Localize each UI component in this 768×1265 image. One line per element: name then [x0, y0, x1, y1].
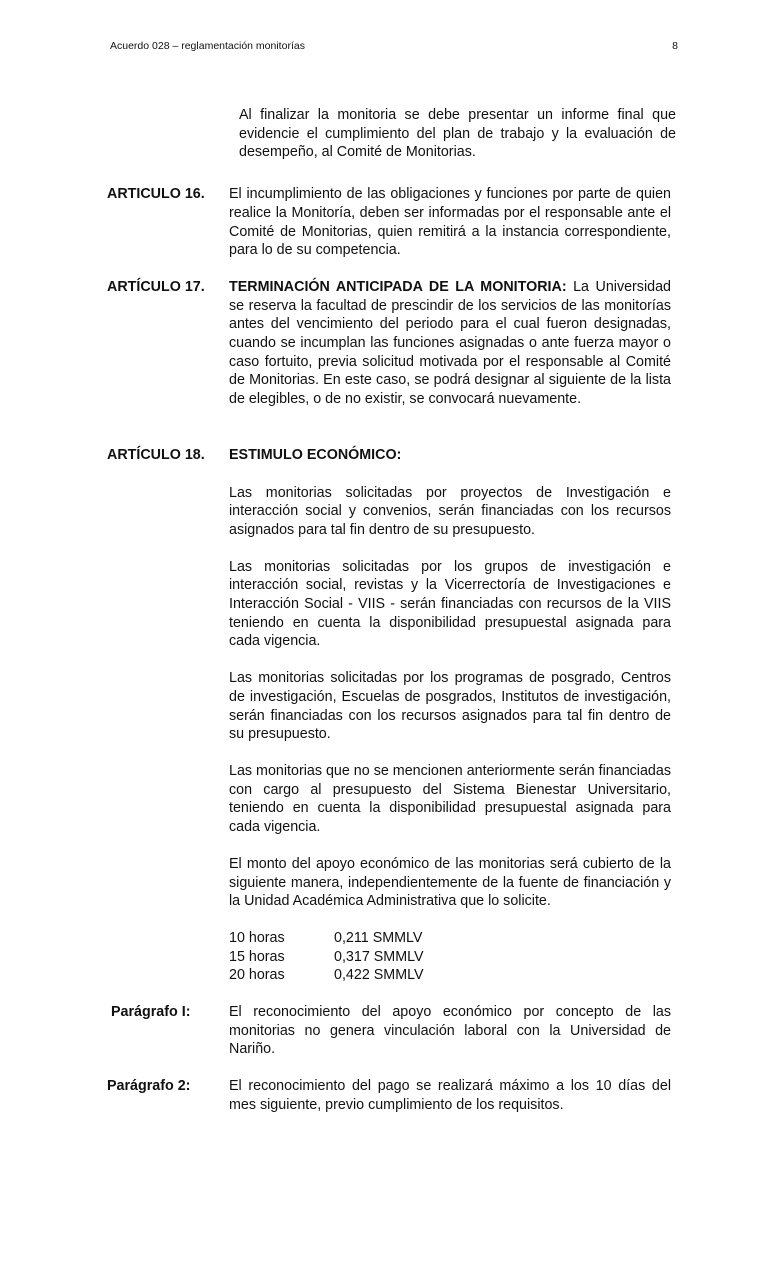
document-body [0, 106, 768, 1115]
value-cell: 0,211 SMMLV [334, 929, 423, 946]
article-18-paragraph: Las monitorias solicitadas por los grupos de investigación e interacción social, revistas y la Vicerrectoría de Investigaciones e Interacción Social - VIIS - serán financiadas con recursos de la VIIS teniendo en cuenta la disponibilidad presupuestal asignada para cada vigencia. [229, 558, 671, 650]
article-17-heading: TERMINACIÓN ANTICIPADA DE LA MONITORIA: [229, 278, 567, 295]
article-18 [107, 446, 768, 465]
article-17-text: La Universidad se reserva la facultad de prescindir de los servicios de las monitorías antes del vencimiento del periodo para el cual fueron designadas, cuando se incumplan las funciones asignadas o ante fuerza mayor o caso fortuito, previa solicitud motivada por el responsable al Comité de Monitorias. En este caso, se podrá designar al siguiente de la lista de elegibles, o de no existir, se convocará nuevamente. [229, 278, 671, 408]
article-16-text: El incumplimiento de las obligaciones y funciones por parte de quien realice la Monitoría, deben ser informadas por el responsable ante el Comité de Monitorias, quien remitirá a la instancia correspondiente, para lo de su competencia. [229, 186, 671, 259]
value-cell: 0,317 SMMLV [334, 948, 424, 965]
paragraph-2 [107, 1077, 768, 1114]
paragraph-2-label: Parágrafo 2: [107, 1078, 191, 1095]
hours-cell: 15 horas [229, 948, 285, 965]
article-18-paragraph: Las monitorias solicitadas por proyectos de Investigación e interacción social y convenios, serán financiadas con los recursos asignados para tal fin dentro de su presupuesto. [229, 484, 671, 538]
hours-cell: 10 horas [229, 929, 285, 946]
article-17-label: ARTÍCULO 17. [107, 278, 205, 295]
value-cell: 0,422 SMMLV [334, 967, 424, 984]
article-18-paragraph: Las monitorias que no se mencionen anteriormente serán financiadas con cargo al presupuesto del Sistema Bienestar Universitario, teniendo en cuenta la disponibilidad presupuestal asignada para cada vigencia. [229, 762, 671, 836]
document-title: Acuerdo 028 – reglamentación monitorías [110, 40, 305, 52]
article-17-body [229, 278, 671, 409]
article-18-paragraph: El monto del apoyo económico de las monitorias será cubierto de la siguiente manera, independientemente de la fuente de financiación y la Unidad Académica Administrativa que lo solicite. [229, 855, 671, 910]
hours-row [229, 948, 768, 967]
paragraph-1-text: El reconocimiento del apoyo económico por concepto de las monitorias no genera vinculación laboral con la Universidad de Nariño. [229, 1004, 671, 1058]
article-18-paragraph: Las monitorias solicitadas por los programas de posgrado, Centros de investigación, Escuelas de posgrados, Institutos de investigación, serán financiadas con los recursos asignados para tal fin dentro de su presupuesto. [229, 670, 671, 743]
article-18-label: ARTÍCULO 18. [107, 446, 205, 463]
paragraph-1-label: Parágrafo I: [111, 1004, 191, 1021]
paragraph-1 [107, 1003, 768, 1059]
hours-row [229, 966, 768, 985]
article-18-heading: ESTIMULO ECONÓMICO: [229, 446, 402, 463]
hours-row [229, 929, 768, 948]
page-number: 8 [672, 40, 678, 52]
intro-paragraph: Al finalizar la monitoria se debe presentar un informe final que evidencie el cumplimiento del plan de trabajo y la evaluación de desempeño, al Comité de Monitorias. [239, 107, 676, 161]
article-16-label: ARTICULO 16. [107, 186, 205, 203]
hours-table [229, 929, 768, 985]
hours-cell: 20 horas [229, 967, 285, 984]
article-17 [107, 278, 768, 409]
paragraph-2-text: El reconocimiento del pago se realizará máximo a los 10 días del mes siguiente, previo cumplimiento de los requisitos. [229, 1078, 671, 1113]
article-16 [107, 185, 768, 260]
page-header [110, 40, 678, 52]
